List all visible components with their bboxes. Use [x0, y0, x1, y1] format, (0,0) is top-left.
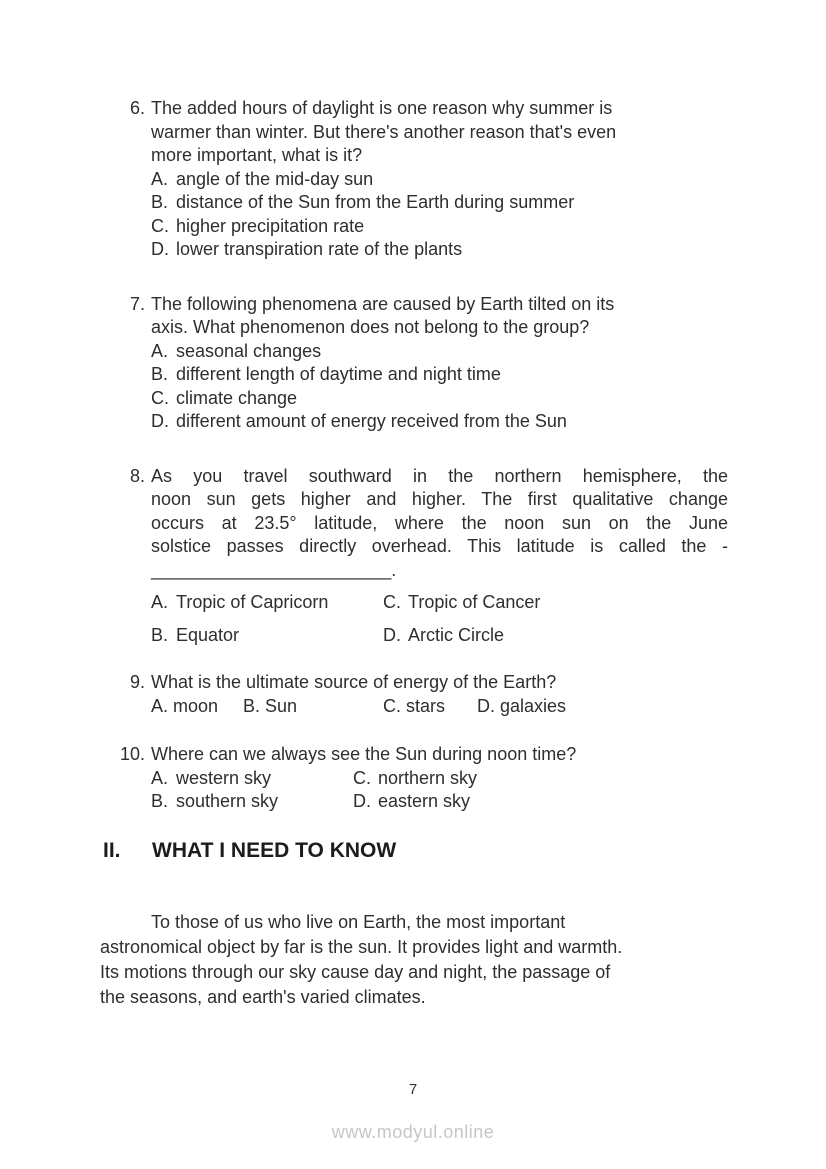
option-text: northern sky: [378, 767, 478, 788]
option-text: Arctic Circle: [408, 624, 505, 645]
option-d: D. galaxies: [477, 695, 567, 716]
question-text-line: noon sun gets higher and higher. The first qualitative change: [151, 489, 728, 509]
option-b: [151, 624, 383, 648]
option-letter: B.: [151, 791, 169, 811]
option-a: [151, 168, 728, 192]
section-title: WHAT I NEED TO KNOW: [152, 838, 397, 862]
option-d: [151, 238, 728, 262]
option-c: [151, 215, 728, 239]
question-text-line: The following phenomena are caused by Earth tilted on its: [151, 293, 615, 314]
option-text: Tropic of Capricorn: [176, 592, 329, 612]
paragraph-line: astronomical object by far is the sun. It provides light and warmth.: [100, 936, 623, 957]
question-text-line: As you travel southward in the northern hemisphere, the: [151, 465, 728, 486]
option-b: [151, 191, 728, 215]
watermark: www.modyul.online: [331, 1122, 495, 1142]
option-letter: C.: [151, 387, 169, 408]
option-letter: A.: [151, 767, 169, 788]
question-text-line: The added hours of daylight is one reason why summer is: [151, 98, 613, 118]
question-text-line: Where can we always see the Sun during noon time?: [151, 744, 577, 764]
option-c: [353, 767, 477, 791]
option-d: [151, 410, 728, 434]
question-9: [100, 671, 728, 718]
option-text: angle of the mid-day sun: [176, 168, 374, 189]
question-number: 6.: [129, 98, 145, 118]
question-text-line: What is the ultimate source of energy of the Earth?: [151, 672, 557, 692]
option-letter: B.: [151, 624, 169, 645]
option-c: C. stars: [383, 695, 446, 716]
option-a: [151, 340, 728, 364]
question-number: 7.: [129, 293, 145, 314]
option-letter: A.: [151, 168, 169, 189]
option-letter: C.: [151, 215, 169, 236]
option-c: [151, 387, 728, 411]
option-b: [151, 363, 728, 387]
answer-blank: ________________________.: [151, 559, 397, 580]
question-number: 9.: [129, 672, 145, 692]
option-row: [151, 790, 728, 814]
question-text-line: warmer than winter. But there's another reason that's even: [151, 121, 617, 142]
question-10: [100, 743, 728, 814]
option-text: lower transpiration rate of the plants: [176, 239, 463, 259]
option-a: [151, 591, 383, 615]
option-text: different length of daytime and night time: [176, 364, 501, 384]
question-text-line: more important, what is it?: [151, 145, 363, 165]
question-text-line: solstice passes directly overhead. This latitude is called the -: [151, 536, 728, 556]
option-d: [383, 624, 504, 648]
paragraph-line: Its motions through our sky cause day and night, the passage of: [100, 961, 611, 982]
question-number: 8.: [129, 465, 145, 486]
question-body: [151, 293, 728, 434]
option-text: climate change: [176, 387, 298, 408]
question-text-line: axis. What phenomenon does not belong to the group?: [151, 317, 590, 337]
intro-paragraph: [100, 910, 728, 1010]
section-numeral: II.: [103, 838, 121, 862]
option-letter: C.: [353, 767, 371, 788]
option-row: [151, 767, 728, 791]
option-letter: D.: [151, 239, 169, 259]
option-a: [151, 767, 353, 791]
option-text: Tropic of Cancer: [408, 592, 541, 612]
option-text: Equator: [176, 624, 240, 645]
option-text: different amount of energy received from the Sun: [176, 411, 567, 431]
option-text: higher precipitation rate: [176, 215, 365, 236]
option-letter: D.: [383, 624, 401, 645]
paragraph-line: To those of us who live on Earth, the most important: [151, 911, 566, 932]
option-d: [353, 790, 470, 814]
option-letter: D.: [151, 411, 169, 431]
option-text: southern sky: [176, 791, 279, 811]
paragraph-line: the seasons, and earth's varied climates.: [100, 986, 426, 1007]
question-8: [100, 465, 728, 648]
section-heading: [103, 838, 728, 864]
option-text: western sky: [176, 767, 272, 788]
option-b: [151, 790, 353, 814]
option-text: eastern sky: [378, 791, 471, 811]
option-c: [383, 591, 540, 615]
option-a: A. moon: [151, 695, 219, 716]
option-letter: A.: [151, 340, 169, 361]
question-text-line: occurs at 23.5° latitude, where the noon sun on the June: [151, 512, 728, 533]
option-letter: D.: [353, 791, 371, 811]
option-row: [151, 591, 728, 615]
question-body: [151, 671, 728, 718]
page-number: 7: [408, 1081, 418, 1098]
option-letter: B.: [151, 192, 169, 212]
question-number: 10.: [119, 744, 145, 764]
option-row: [151, 695, 728, 719]
question-7: [100, 293, 728, 434]
option-letter: C.: [383, 592, 401, 612]
question-body: [151, 743, 728, 814]
option-text: seasonal changes: [176, 340, 322, 361]
question-6: [100, 97, 728, 262]
option-letter: B.: [151, 364, 169, 384]
question-body: [151, 465, 728, 648]
question-body: [151, 97, 728, 262]
option-text: distance of the Sun from the Earth during summer: [176, 192, 575, 212]
option-b: B. Sun: [243, 695, 298, 716]
option-row: [151, 624, 728, 648]
option-letter: A.: [151, 592, 169, 612]
